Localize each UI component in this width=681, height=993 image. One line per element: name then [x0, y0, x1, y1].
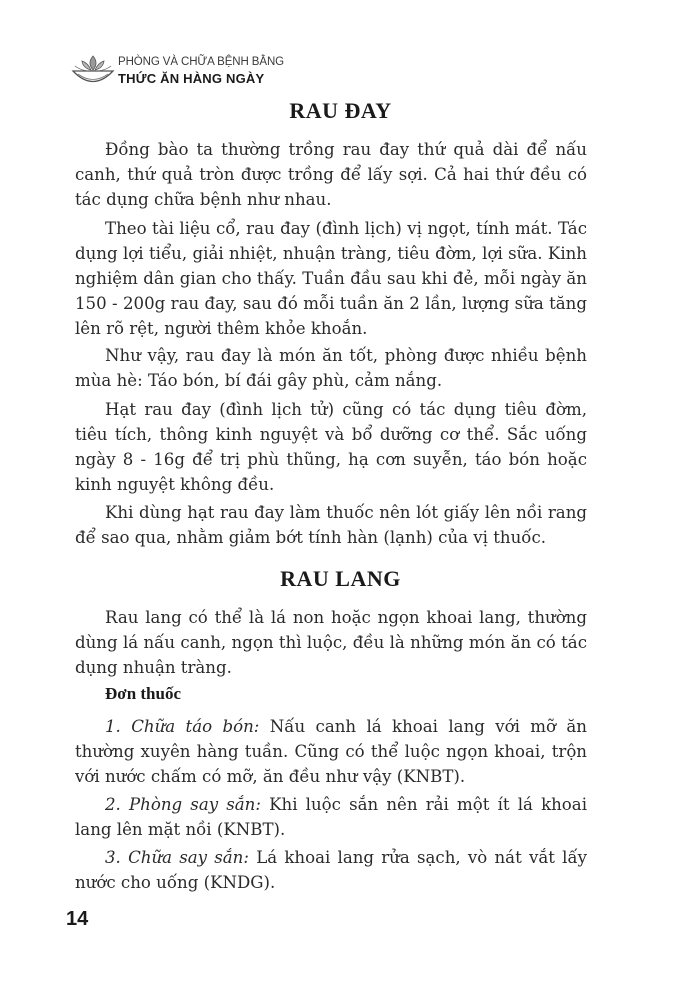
subheading-don-thuoc: Đơn thuốc	[105, 684, 182, 703]
paragraph: Theo tài liệu cổ, rau đay (đình lịch) vị ngọt, tính mát. Tác dụng lợi tiểu, giải nhiệt, nhuận tràng, tiêu đờm, lợi sữa. Kinh nghiệm dân gian cho thấy. Tuần đầu sau khi đẻ, mỗi ngày ăn 150 - 200g rau đay, sau đó mỗi tuần ăn 2 lần, lượng sữa tăng lên rõ rệt, người thêm khỏe khoắn.	[75, 219, 587, 338]
section-title-rau-day: RAU ĐAY	[289, 98, 392, 123]
paragraph: Đồng bào ta thường trồng rau đay thứ quả dài để nấu canh, thứ quả tròn được trồng để lấy sợi. Cả hai thứ đều có tác dụng chữa bệnh như nhau.	[75, 140, 587, 209]
remedy-label: 3. Chữa say sắn:	[105, 848, 249, 867]
remedy-label: 1. Chữa táo bón:	[105, 717, 260, 736]
remedy-item	[75, 792, 587, 842]
remedy-item	[75, 845, 587, 895]
paragraph: Hạt rau đay (đình lịch tử) cũng có tác dụng tiêu đờm, tiêu tích, thông kinh nguyệt và bổ dưỡng cơ thể. Sắc uống ngày 8 - 16g để trị phù thũng, hạ cơn suyễn, táo bón hoặc kinh nguyệt không đều.	[75, 400, 587, 494]
paragraph: Như vậy, rau đay là món ăn tốt, phòng được nhiều bệnh mùa hè: Táo bón, bí đái gây phù, cảm nắng.	[75, 346, 587, 390]
paragraph: Khi dùng hạt rau đay làm thuốc nên lót giấy lên nồi rang để sao qua, nhằm giảm bớt tính hàn (lạnh) của vị thuốc.	[75, 503, 587, 547]
lotus-bowl-icon	[70, 52, 116, 88]
remedy-text: Khi luộc sắn nên rải một ít lá khoai lang lên mặt nồi (KNBT).	[75, 795, 587, 839]
page-number: 14	[66, 908, 89, 930]
remedy-label: 2. Phòng say sắn:	[105, 795, 261, 814]
remedy-text: Lá khoai lang rửa sạch, vò nát vắt lấy nước cho uống (KNDG).	[75, 848, 587, 892]
header-series-title: PHÒNG VÀ CHỮA BỆNH BẰNG	[118, 56, 285, 68]
paragraph: Rau lang có thể là lá non hoặc ngọn khoai lang, thường dùng lá nấu canh, ngọn thì luộc, đều là những món ăn có tác dụng nhuận tràng.	[75, 608, 587, 677]
section-title-rau-lang: RAU LANG	[280, 566, 401, 591]
remedy-text: Nấu canh lá khoai lang với mỡ ăn thường xuyên hàng tuần. Cũng có thể luộc ngọn khoai, trộn với nước chấm có mỡ, ăn đều như vậy (KNBT).	[75, 717, 587, 786]
remedy-item	[75, 714, 587, 789]
header-book-title: THỨC ĂN HÀNG NGÀY	[118, 71, 265, 86]
